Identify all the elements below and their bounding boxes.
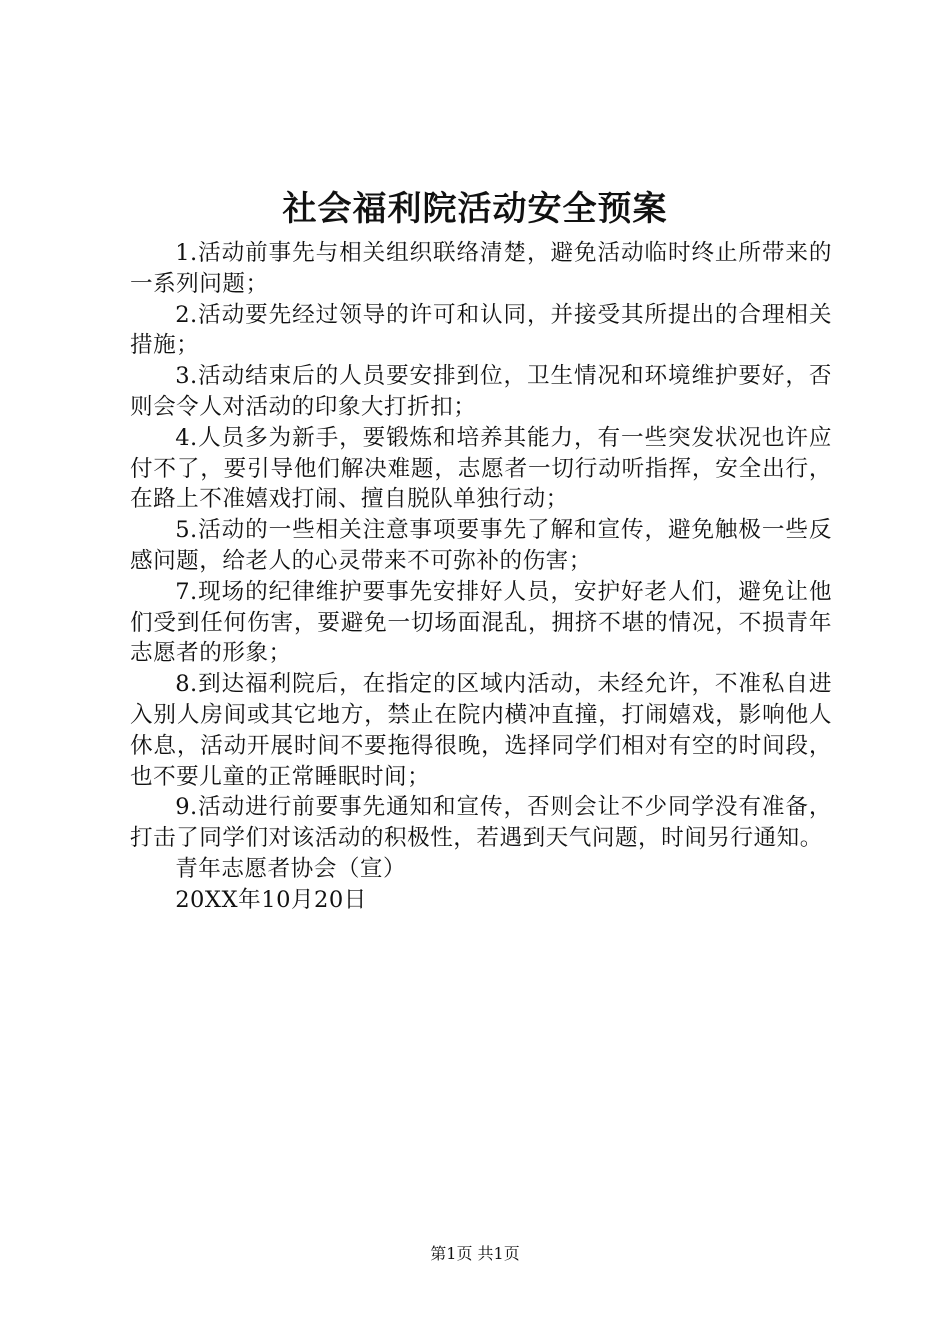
signature: 青年志愿者协会（宣）: [175, 855, 407, 882]
paragraph-9: 9.活动进行前要事先通知和宣传，否则会让不少同学没有准备，打击了同学们对该活动的积极性，若遇到天气问题，时间另行通知。: [130, 794, 832, 852]
paragraph-4: 4.人员多为新手，要锻炼和培养其能力，有一些突发状况也许应付不了，要引导他们解决难题，志愿者一切行动听指挥，安全出行，在路上不准嬉戏打闹、擅自脱队单独行动；: [130, 424, 832, 513]
document-body: [130, 238, 832, 916]
page-footer: 第1页 共1页: [430, 1244, 520, 1263]
paragraph-2: 2.活动要先经过领导的许可和认同，并接受其所提出的合理相关措施；: [130, 301, 832, 359]
paragraph-1: 1.活动前事先与相关组织联络清楚，避免活动临时终止所带来的一系列问题；: [130, 240, 832, 297]
paragraph-5: 5.活动的一些相关注意事项要事先了解和宣传，避免触极一些反感问题，给老人的心灵带来不可弥补的伤害；: [130, 517, 832, 574]
document-title: 社会福利院活动安全预案: [282, 189, 668, 229]
document-date: 20XX年10月20日: [175, 886, 367, 913]
paragraph-3: 3.活动结束后的人员要安排到位，卫生情况和环境维护要好，否则会令人对活动的印象大打折扣；: [130, 363, 832, 420]
paragraph-7: 7.现场的纪律维护要事先安排好人员，安护好老人们，避免让他们受到任何伤害，要避免一切场面混乱，拥挤不堪的情况，不损青年志愿者的形象；: [130, 578, 832, 667]
paragraph-8: 8.到达福利院后，在指定的区域内活动，未经允许，不准私自进入别人房间或其它地方，禁止在院内横冲直撞，打闹嬉戏，影响他人休息，活动开展时间不要拖得很晚，选择同学们相对有空的时间段，也不要儿童的正常睡眠时间；: [130, 671, 832, 790]
